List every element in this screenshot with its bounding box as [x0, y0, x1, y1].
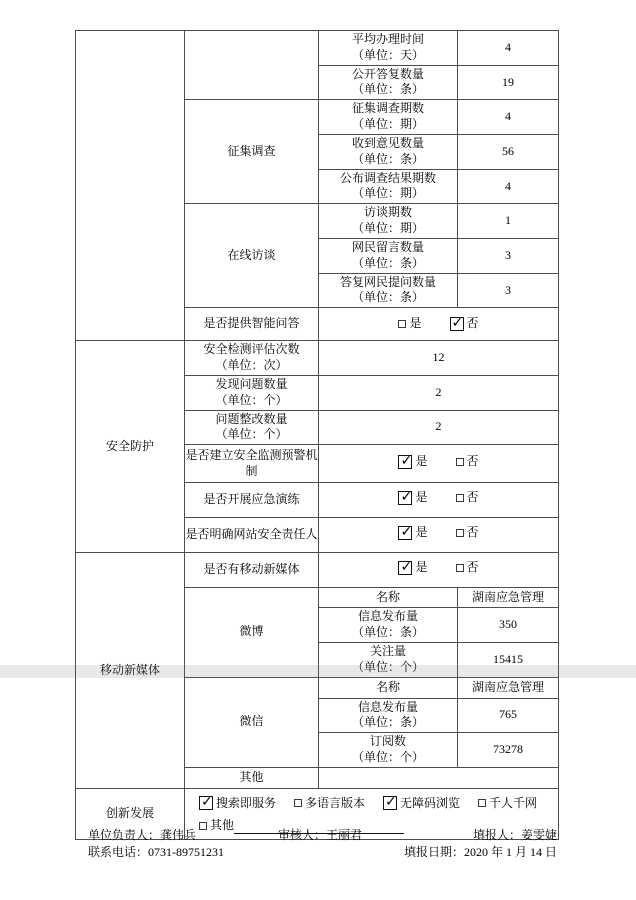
table-row [76, 553, 559, 588]
subgroup-label-interview: 在线访谈 [185, 204, 319, 308]
metric-label: 征集调查期数 [351, 101, 424, 116]
metric-unit: （单位：个） [215, 392, 288, 407]
option-label: 千人千网 [488, 795, 537, 810]
other-value-cell [319, 767, 559, 788]
checkbox-icon [398, 320, 406, 328]
metric-label-cell [319, 642, 458, 677]
metric-label-cell [319, 169, 458, 204]
group-cell-continued [76, 31, 185, 341]
metric-label: 安全检测评估次数 [203, 342, 300, 357]
metric-label: 公开答复数量 [351, 66, 424, 81]
checkbox-icon [398, 455, 412, 469]
option-no [456, 454, 479, 470]
footer-reviewer: 审核人：王丽君 [278, 828, 363, 842]
metric-label: 公布调查结果期数 [339, 170, 436, 185]
metric-unit: （单位：条） [351, 151, 424, 166]
option-accessibility [383, 796, 460, 812]
option-label: 否 [466, 315, 479, 330]
metric-unit: （单位：期） [351, 117, 424, 132]
footer-filler: 填报人：姜雯婕 [472, 828, 557, 842]
checkbox-icon [199, 822, 207, 830]
metric-unit: （单位：条） [351, 625, 424, 640]
option-label: 是 [415, 560, 428, 575]
option-label: 搜索即服务 [216, 795, 277, 810]
footer-contact-phone: 联系电话：0731-89751231 [88, 845, 224, 859]
metric-label-cell [319, 608, 458, 643]
metric-label: 网民留言数量 [351, 239, 424, 254]
option-label: 是 [415, 490, 428, 505]
metric-value: 12 [319, 341, 559, 376]
table-row [76, 341, 559, 376]
option-yes [398, 560, 427, 576]
question-label: 是否提供智能问答 [185, 308, 319, 341]
metric-value: 3 [458, 273, 559, 308]
yes-no-cell [319, 518, 559, 553]
metric-label: 平均办理时间 [351, 32, 424, 46]
metric-label-cell [185, 410, 319, 445]
metric-value: 350 [458, 608, 559, 643]
yes-no-cell [319, 483, 559, 518]
metric-unit: （单位：期） [351, 221, 424, 236]
metric-label-cell [185, 341, 319, 376]
metric-label-cell [319, 698, 458, 733]
metric-label-cell [319, 733, 458, 768]
metric-value: 1 [458, 204, 559, 239]
metric-label-cell [319, 273, 458, 308]
checkbox-icon [199, 796, 213, 810]
checkbox-icon [398, 561, 412, 575]
option-label: 否 [466, 525, 479, 540]
option-label: 是 [415, 453, 428, 468]
checkbox-icon [478, 799, 486, 807]
metric-label-cell [319, 134, 458, 169]
metric-label: 发现问题数量 [215, 376, 288, 391]
name-value: 湖南应急管理 [458, 677, 559, 698]
metric-unit: （单位：天） [351, 47, 424, 62]
metric-unit: （单位：条） [351, 82, 424, 97]
metric-value: 15415 [458, 642, 559, 677]
checkbox-icon [456, 564, 464, 572]
option-no [450, 316, 479, 332]
option-label: 否 [466, 453, 479, 468]
option-label: 其他 [210, 818, 235, 833]
option-other [199, 818, 234, 834]
question-label: 是否建立安全监测预警机制 [185, 445, 319, 483]
checkbox-icon [398, 526, 412, 540]
option-yes [398, 316, 421, 332]
name-value: 湖南应急管理 [458, 588, 559, 608]
option-no [456, 560, 479, 576]
metric-value: 73278 [458, 733, 559, 768]
subgroup-label-other: 其他 [185, 767, 319, 788]
option-multilingual [294, 796, 365, 812]
metric-label-cell [319, 238, 458, 273]
metric-value: 56 [458, 134, 559, 169]
checkbox-icon [456, 494, 464, 502]
checkbox-icon [456, 458, 464, 466]
annual-report-table [75, 30, 559, 840]
metric-value: 2 [319, 410, 559, 445]
option-label: 无障码浏览 [399, 795, 460, 810]
metric-label-cell [319, 204, 458, 239]
name-label: 名称 [319, 677, 458, 698]
yes-no-cell [319, 308, 559, 341]
yes-no-cell [319, 553, 559, 588]
metric-label: 收到意见数量 [351, 135, 424, 150]
option-yes [398, 454, 427, 470]
metric-unit: （单位：个） [351, 750, 424, 765]
name-label: 名称 [319, 588, 458, 608]
checkbox-icon [383, 796, 397, 810]
metric-unit: （单位：条） [351, 290, 424, 305]
metric-value: 765 [458, 698, 559, 733]
metric-value: 19 [458, 65, 559, 100]
metric-label-cell [319, 31, 458, 66]
checkbox-icon [450, 317, 464, 331]
metric-label: 问题整改数量 [215, 411, 288, 426]
question-label: 是否开展应急演练 [185, 483, 319, 518]
option-yes [398, 490, 427, 506]
yes-no-cell [319, 445, 559, 483]
option-yes [398, 525, 427, 541]
option-label: 否 [466, 560, 479, 575]
option-label: 多语言版本 [304, 795, 365, 810]
metric-unit: （单位：条） [351, 255, 424, 270]
metric-unit: （单位：次） [215, 358, 288, 373]
subgroup-label-survey: 征集调查 [185, 100, 319, 204]
question-label: 是否有移动新媒体 [185, 553, 319, 588]
metric-unit: （单位：条） [351, 715, 424, 730]
metric-label: 答复网民提问数量 [339, 274, 436, 289]
metric-label-cell [185, 375, 319, 410]
metric-unit: （单位：个） [351, 659, 424, 674]
option-label: 是 [415, 525, 428, 540]
metric-value: 3 [458, 238, 559, 273]
group-label-security: 安全防护 [76, 341, 185, 553]
metric-value: 2 [319, 375, 559, 410]
metric-label: 访谈期数 [363, 205, 412, 220]
subgroup-cell-continued [185, 31, 319, 100]
checkbox-icon [294, 799, 302, 807]
metric-unit: （单位：期） [351, 186, 424, 201]
innovation-options-line [186, 794, 557, 812]
option-label: 是 [409, 315, 422, 330]
question-label: 是否明确网站安全责任人 [185, 518, 319, 553]
footer-report-date: 填报日期：2020 年 1 月 14 日 [403, 845, 557, 859]
table-row [76, 31, 559, 66]
metric-label: 信息发布量 [357, 699, 418, 714]
metric-value: 4 [458, 31, 559, 66]
subgroup-label-weibo: 微博 [185, 588, 319, 677]
metric-label: 信息发布量 [357, 609, 418, 624]
metric-label-cell [319, 65, 458, 100]
checkbox-icon [398, 491, 412, 505]
option-label: 否 [466, 490, 479, 505]
metric-unit: （单位：个） [215, 427, 288, 442]
option-no [456, 490, 479, 506]
subgroup-label-wechat: 微信 [185, 677, 319, 767]
option-search-service [199, 796, 276, 812]
checkbox-icon [456, 529, 464, 537]
metric-value: 4 [458, 100, 559, 135]
metric-label: 订阅数 [369, 734, 406, 749]
metric-label-cell [319, 100, 458, 135]
group-label-mobile-media: 移动新媒体 [76, 553, 185, 789]
group-label-innovation: 创新发展 [76, 788, 185, 839]
footer-responsible-person: 单位负责人：龚伟兵 [88, 828, 197, 842]
metric-value: 4 [458, 169, 559, 204]
option-no [456, 525, 479, 541]
option-qianrenqianwang [478, 796, 537, 812]
metric-label: 关注量 [369, 643, 406, 658]
